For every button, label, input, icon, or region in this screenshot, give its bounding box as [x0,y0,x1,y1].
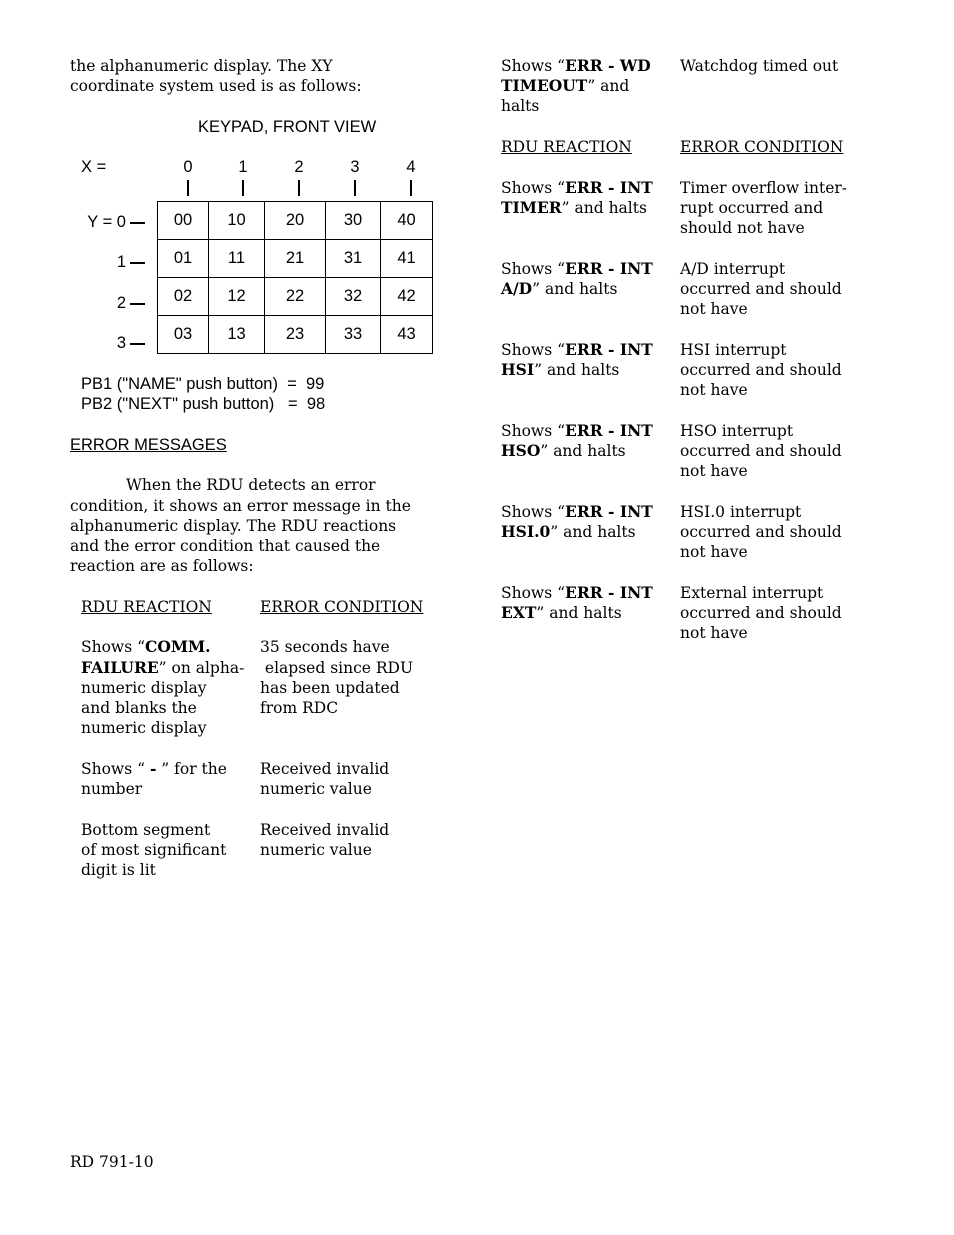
x-value-3: 3 [350,158,360,176]
paragraph-line: condition, it shows an error message in the [70,497,411,515]
reaction-line: of most significant [81,841,227,859]
condition-line: not have [680,300,748,318]
condition-line: occurred and should [680,442,842,460]
right-col1-header: RDU REACTION [501,138,632,156]
x-value-2: 2 [294,158,304,176]
keypad-cell: 33 [326,316,381,354]
condition-line: not have [680,543,748,561]
condition-line: A/D interrupt [680,260,786,278]
reaction-line: TIMEOUT” and [501,76,630,95]
condition-line: External interrupt [680,584,824,602]
paragraph-line: alphanumeric display. The RDU reactions [70,517,397,535]
keypad-cell: 13 [209,316,265,354]
reaction-line: TIMER” and halts [501,198,647,217]
condition-line: not have [680,381,748,399]
reaction-bold: HSI [501,360,535,379]
reaction-line: digit is lit [81,861,156,879]
condition-line: numeric value [260,841,372,859]
reaction-bold: HSI.0 [501,522,551,541]
keypad-cell: 02 [158,278,209,316]
reaction-line: numeric display [81,679,207,697]
y-label-3: 3 [67,333,145,353]
reaction-line: HSI.0” and halts [501,522,636,541]
x-tick [298,180,300,196]
keypad-cell: 20 [265,202,326,240]
reaction-bold: ERR - INT [565,259,653,278]
keypad-row [158,278,433,316]
x-axis-label: X = [81,158,107,176]
left-col1-header: RDU REACTION [81,598,212,616]
reaction-bold: FAILURE [81,658,159,677]
condition-line: occurred and should [680,523,842,541]
keypad-grid [157,201,433,354]
reaction-bold: ERR - WD [565,56,651,75]
keypad-title: KEYPAD, FRONT VIEW [198,118,377,136]
reaction-bold: ERR - INT [565,421,653,440]
x-tick [410,180,412,196]
condition-line: occurred and should [680,280,842,298]
intro-line-2: coordinate system used is as follows: [70,77,362,95]
x-value-4: 4 [406,158,416,176]
y-label-1: 1 [67,252,145,272]
reaction-line: A/D” and halts [501,279,618,298]
reaction-bold: TIMER [501,198,562,217]
reaction-line: Shows “ERR - INT [501,178,653,197]
reaction-line: number [81,780,143,798]
condition-line: HSI.0 interrupt [680,503,802,521]
reaction-bold: ERR - INT [565,340,653,359]
keypad-cell: 11 [209,240,265,278]
condition-line: Received invalid [260,821,390,839]
keypad-cell: 30 [326,202,381,240]
reaction-line: FAILURE” on alpha- [81,658,245,677]
reaction-line: Shows “COMM. [81,637,211,656]
condition-line: has been updated [260,679,400,697]
condition-line: occurred and should [680,361,842,379]
keypad-cell: 42 [381,278,433,316]
keypad-cell: 01 [158,240,209,278]
y-label-0: Y = 0 [67,212,145,232]
pb1-line: PB1 ("NAME" push button) = 99 [81,375,325,393]
condition-line: elapsed since RDU [260,659,414,677]
right-col2-header: ERROR CONDITION [680,138,844,156]
condition-line: Received invalid [260,760,390,778]
reaction-line: Shows “ERR - INT [501,421,653,440]
reaction-line: Shows “ERR - INT [501,583,653,602]
condition-line: from RDC [260,699,339,717]
pb2-line: PB2 ("NEXT" push button) = 98 [81,395,326,413]
condition-line: numeric value [260,780,372,798]
reaction-line: and blanks the [81,699,197,717]
reaction-bold: ERR - INT [565,502,653,521]
keypad-cell: 23 [265,316,326,354]
keypad-cell: 03 [158,316,209,354]
reaction-line: halts [501,97,540,115]
condition-line: should not have [680,219,805,237]
reaction-line: Bottom segment [81,821,211,839]
keypad-cell: 12 [209,278,265,316]
x-tick [354,180,356,196]
reaction-bold: COMM. [145,637,211,656]
keypad-cell: 00 [158,202,209,240]
left-col2-header: ERROR CONDITION [260,598,424,616]
condition-line: rupt occurred and [680,199,824,217]
keypad-cell: 41 [381,240,433,278]
keypad-cell: 32 [326,278,381,316]
reaction-line: numeric display [81,719,207,737]
keypad-row [158,316,433,354]
error-messages-heading: ERROR MESSAGES [70,436,227,454]
reaction-line: HSI” and halts [501,360,620,379]
reaction-bold: EXT [501,603,537,622]
x-tick [242,180,244,196]
reaction-line: Shows “ERR - INT [501,502,653,521]
reaction-line: Shows “ERR - INT [501,340,653,359]
condition-line: occurred and should [680,604,842,622]
x-value-0: 0 [183,158,193,176]
paragraph-line: reaction are as follows: [70,557,254,575]
reaction-line: Shows “ - ” for the [81,759,227,778]
reaction-line: Shows “ERR - WD [501,56,651,75]
reaction-line: EXT” and halts [501,603,622,622]
reaction-bold: ERR - INT [565,583,653,602]
keypad-cell: 31 [326,240,381,278]
keypad-row [158,240,433,278]
reaction-line: Shows “ERR - INT [501,259,653,278]
condition-line: HSI interrupt [680,341,787,359]
reaction-bold: TIMEOUT [501,76,588,95]
paragraph-line: When the RDU detects an error [126,476,376,494]
keypad-row [158,202,433,240]
keypad-cell: 40 [381,202,433,240]
reaction-line: HSO” and halts [501,441,626,460]
reaction-bold: HSO [501,441,541,460]
reaction-bold: A/D [501,279,533,298]
page-footer: RD 791-10 [70,1153,154,1171]
x-tick [187,180,189,196]
keypad-cell: 10 [209,202,265,240]
keypad-cell: 43 [381,316,433,354]
condition-line: HSO interrupt [680,422,794,440]
paragraph-line: and the error condition that caused the [70,537,381,555]
keypad-cell: 22 [265,278,326,316]
condition-line: not have [680,462,748,480]
condition-line: not have [680,624,748,642]
x-value-1: 1 [238,158,248,176]
reaction-bold: ERR - INT [565,178,653,197]
condition-line: 35 seconds have [260,638,390,656]
condition-line: Watchdog timed out [680,57,839,75]
condition-line: Timer overflow inter- [680,179,848,197]
keypad-cell: 21 [265,240,326,278]
intro-line-1: the alphanumeric display. The XY [70,57,333,75]
y-label-2: 2 [67,293,145,313]
reaction-bold: - [149,759,157,778]
